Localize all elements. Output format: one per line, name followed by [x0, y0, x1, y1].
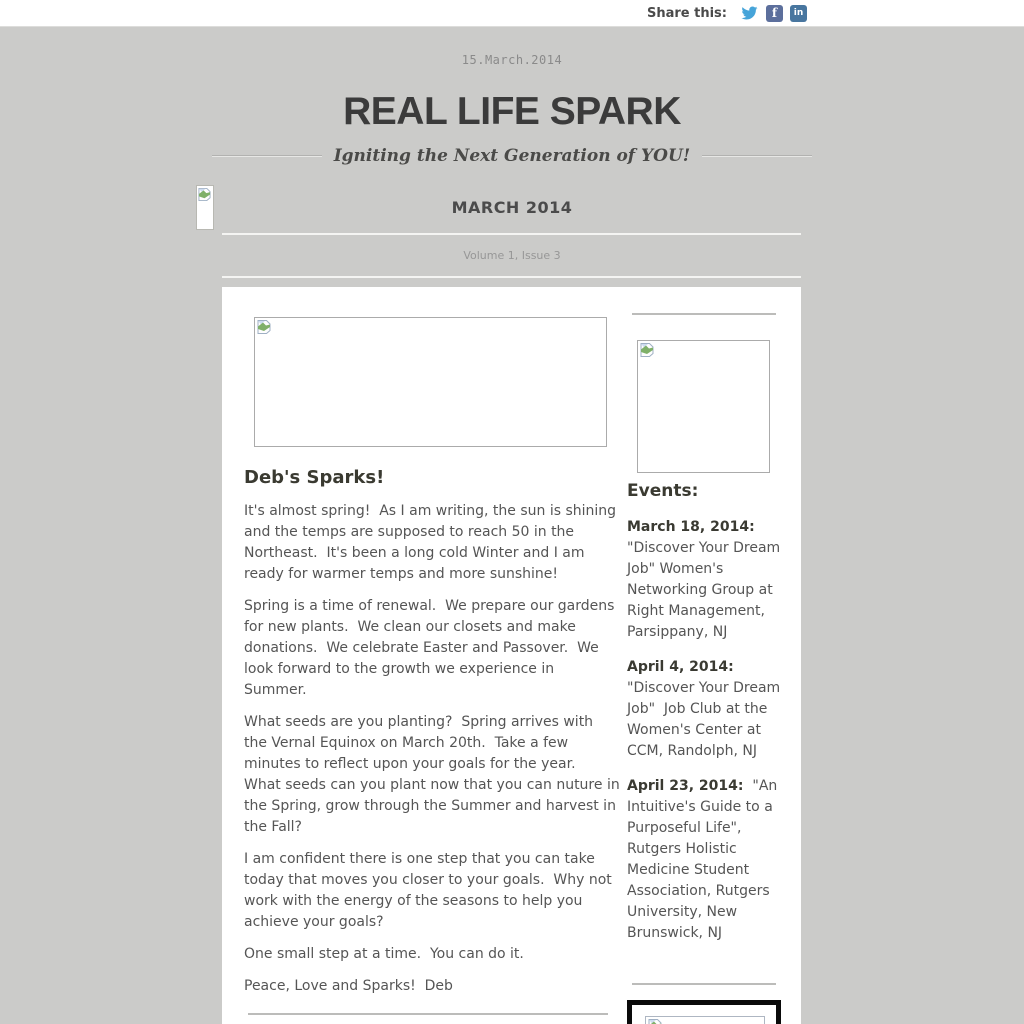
article-paragraph: Spring is a time of renewal. We prepare our gardens for new plants. We clean our closets and make donations. We celebrate Easter and Passover. We look forward to the growth we experience in Summer. — [244, 598, 619, 698]
article-paragraph: One small step at a time. You can do it. — [244, 946, 524, 962]
article-paragraph: Peace, Love and Sparks! Deb — [244, 978, 453, 994]
share-bar — [0, 0, 1024, 27]
event-date: April 4, 2014: — [627, 659, 734, 675]
event-item — [627, 776, 784, 944]
header-divider-top — [222, 233, 801, 235]
event-description: "Discover Your Dream Job" Job Club at the Women's Center at CCM, Randolph, NJ — [627, 659, 785, 759]
volume-issue: Volume 1, Issue 3 — [463, 249, 561, 262]
article-divider — [248, 1013, 608, 1015]
promo-image-placeholder — [645, 1016, 765, 1024]
issue-date: 15.March.2014 — [461, 53, 563, 67]
newsletter-body — [222, 287, 801, 1024]
event-date: March 18, 2014: — [627, 519, 755, 535]
article-paragraph: It's almost spring! As I am writing, the sun is shining and the temps are supposed to reach 50 in the Northeast. It's been a long cold Winter and I am ready for warmer temps and more sunshine! — [244, 503, 621, 582]
sidebar-image-placeholder — [637, 340, 770, 473]
promo-box — [627, 1000, 781, 1024]
event-description: "Discover Your Dream Job" Women's Networking Group at Right Management, Parsippany, NJ — [627, 519, 785, 640]
article-paragraph: What seeds are you planting? Spring arrives with the Vernal Equinox on March 20th. Take a few minutes to reflect upon your goals for the year. What seeds can you plant now that you can nuture in the Spring, grow through the Summer and harvest in the Fall? — [244, 714, 625, 835]
event-date: April 23, 2014: — [627, 778, 744, 794]
twitter-icon[interactable] — [739, 5, 759, 22]
broken-image-icon — [640, 343, 654, 357]
share-label: Share this: — [646, 5, 727, 21]
broken-image-icon — [648, 1019, 662, 1024]
article-body — [244, 501, 625, 1008]
tagline-rule-left — [212, 155, 322, 157]
tagline-rule-right — [702, 155, 812, 157]
twitter-bird-icon — [740, 5, 759, 21]
header-divider-bottom — [222, 276, 801, 278]
facebook-icon[interactable]: f — [766, 5, 783, 22]
event-item — [627, 657, 784, 762]
linkedin-icon[interactable]: in — [790, 5, 807, 22]
article-paragraph: I am confident there is one step that you can take today that moves you closer to your goals. Why not work with the energy of the seasons to help you achieve your goals? — [244, 851, 617, 930]
article-image-placeholder — [254, 317, 607, 447]
broken-image-icon — [257, 320, 271, 334]
sidebar-divider-bottom — [632, 983, 776, 985]
article-heading: Deb's Sparks! — [244, 467, 385, 488]
sidebar-divider-top — [632, 313, 776, 315]
issue-month: MARCH 2014 — [451, 198, 573, 217]
events-heading: Events: — [627, 481, 699, 501]
newsletter-title: REAL LIFE SPARK — [343, 90, 681, 133]
tagline: Igniting the Next Generation of YOU! — [333, 146, 691, 166]
event-item — [627, 517, 784, 643]
events-list — [627, 517, 784, 958]
event-description: "An Intuitive's Guide to a Purposeful Life", Rutgers Holistic Medicine Student Association, Rutgers University, New Brunswick, NJ — [627, 778, 782, 941]
tagline-row — [212, 147, 812, 165]
